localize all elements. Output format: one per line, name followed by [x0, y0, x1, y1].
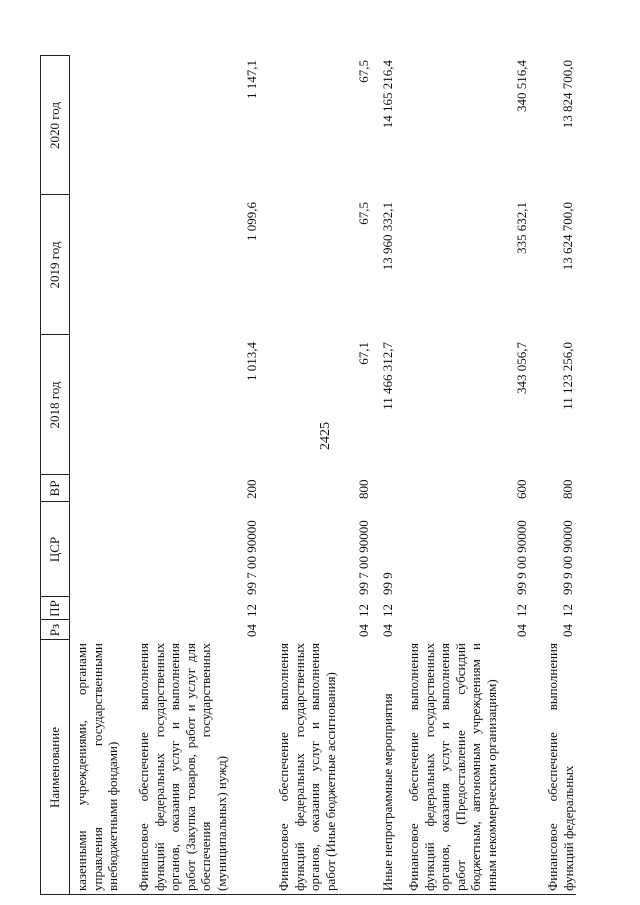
table-row-pr: 12	[244, 604, 259, 617]
table-row-name: Финансовое обеспечение выполнения функций федеральных государственных органов, оказания услуг и выполнения работ (Предоставление субсидий бюджетным, автономным учреждениям и иным некоммерческим организациям)	[406, 643, 499, 891]
table-row-2020: 340 516,4	[514, 60, 529, 112]
table-row-csr: 99 7 00 90000	[356, 520, 371, 595]
table-row-pr: 12	[560, 604, 575, 617]
table-row-rz: 04	[380, 624, 395, 637]
table-row-rz: 04	[244, 624, 259, 637]
header-2019: 2019 год	[47, 241, 62, 289]
table-row-vr: 800	[356, 479, 371, 499]
table-row-2019: 1 099,6	[244, 202, 259, 241]
table-row-name: Финансовое обеспечение выполнения функций федеральных государственных органов, оказания услуг и выполнения работ (Иные бюджетные ассигнования)	[276, 643, 338, 891]
table-row-pr: 12	[356, 604, 371, 617]
table-row-2019: 67,5	[356, 202, 371, 225]
table-row-rz: 04	[514, 624, 529, 637]
table-row-rz: 04	[356, 624, 371, 637]
table-row-vr: 200	[244, 479, 259, 499]
header-2020: 2020 год	[47, 102, 62, 149]
table-row-name: Иные непрограммные мероприятия	[380, 693, 395, 891]
table-row-2018: 11 123 256,0	[560, 342, 575, 410]
table-row-2020: 14 165 216,4	[380, 60, 395, 129]
table-row-name: Финансовое обеспечение выполнения функций федеральных государственных органов, оказания услуг и выполнения работ (Закупка товаров, работ и услуг для обеспечения государственных (муниципальных) нужд)	[136, 643, 229, 891]
header-csr: ЦСР	[47, 536, 62, 563]
table-row-2018: 67,1	[356, 342, 371, 365]
table-row-2019: 335 632,1	[514, 202, 529, 254]
table-row-2019: 13 960 332,1	[380, 202, 395, 271]
header-rz: Рз	[47, 623, 62, 637]
table-row-2019: 13 624 700,0	[560, 202, 575, 271]
table-row-csr: 99 9	[380, 572, 395, 595]
table-row-2018: 343 056,7	[514, 342, 529, 394]
table-row-2018: 11 466 312,7	[380, 342, 395, 410]
col-border-0	[40, 894, 576, 895]
table-row-name: Финансовое обеспечение выполнения функций федеральных	[545, 643, 576, 891]
table-row-name: казенными учреждениями, органами управления государственными внебюджетными фондами)	[74, 643, 120, 891]
header-pr: ПР	[47, 600, 62, 617]
table-row-vr: 800	[560, 479, 575, 499]
budget-table	[40, 55, 576, 895]
table-row-pr: 12	[380, 604, 395, 617]
table-row-pr: 12	[514, 604, 529, 617]
table-row-2020: 13 824 700,0	[560, 60, 575, 129]
table-row-2020: 67,5	[356, 60, 371, 83]
table-row-csr: 99 9 00 90000	[560, 520, 575, 595]
page-number: 2425	[318, 422, 333, 450]
table-row-csr: 99 9 00 90000	[514, 520, 529, 595]
table-row-vr: 600	[514, 479, 529, 499]
table-row-csr: 99 7 00 90000	[244, 520, 259, 595]
header-vr: ВР	[47, 480, 62, 497]
header-2018: 2018 год	[47, 381, 62, 429]
table-row-rz: 04	[560, 624, 575, 637]
table-row-2018: 1 013,4	[244, 342, 259, 381]
header-bottom-border	[69, 55, 70, 895]
table-row-2020: 1 147,1	[244, 60, 259, 99]
header-name: Наименование	[47, 727, 62, 808]
